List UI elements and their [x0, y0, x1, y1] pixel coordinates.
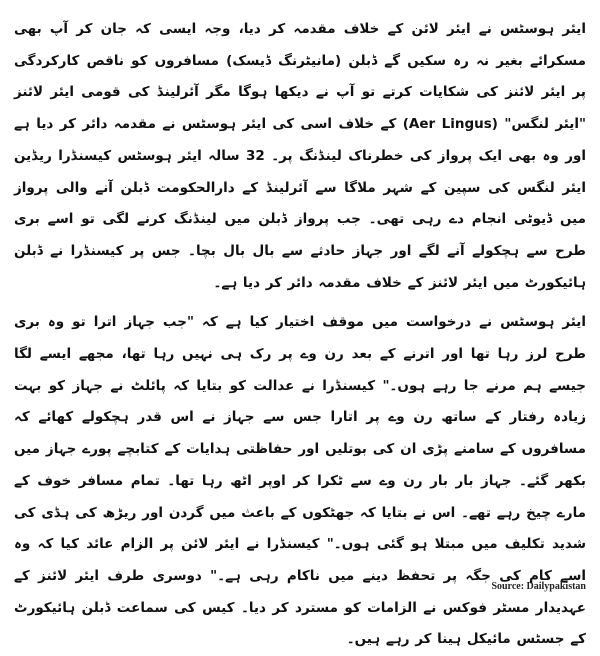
- article-paragraph-2: ایئر ہوسٹس نے درخواست میں موقف اختیار کیا ہے کہ "جب جہاز اترا تو وہ بری طرح لرز رہا تھا اور اترنے کے بعد رن وے پر رک ہی نہیں رہا تھا، مجھے ایسے لگا جیسے ہم مرنے جا رہے ہوں۔" کیسنڈرا نے عدالت کو بتایا کہ پائلٹ نے جہاز کو بہت زیادہ رفتار کے ساتھ رن وے پر اتارا جس سے جہاز نے اس قدر ہچکولے کھائے کہ مسافروں کے سامنے پڑی ان کی بوتلیں اور حفاظتی ہدایات کے کتابچے پورے جہاز میں بکھر گئے۔ جہاز بار بار رن وے سے ٹکرا کر اوپر اٹھ رہا تھا۔ تمام مسافر خوف کے مارے چیخ رہے تھے۔ اس نے بتایا کہ جھٹکوں کے باعث میں گردن اور ریڑھ کی ہڈی کی شدید تکلیف میں مبتلا ہو گئی ہوں۔" کیسنڈرا نے ایئر لائن پر الزام عائد کیا کہ وہ اسے کام کی جگہ پر تحفظ دینے میں ناکام رہی ہے۔" دوسری طرف ایئر لائنز کے عہدیدار مسٹر فوکس نے الزامات کو مسترد کر دیا۔ کیس کی سماعت ڈبلن ہائیکورٹ کے جسٹس مائیکل ہینا کر رہے ہیں۔: [14, 314, 586, 648]
- article-paragraph-1: ایئر ہوسٹس نے ایئر لائن کے خلاف مقدمہ کر دیا، وجہ ایسی کہ جان کر آپ بھی مسکرائے بغیر نہ رہ سکیں گے ڈبلن (مانیٹرنگ ڈیسک) مسافروں کو ناقص کارکردگی پر ایئر لائنز کی شکایات کرتے تو آپ نے دیکھا ہوگا مگر آئرلینڈ کی قومی ایئر لائنز "ایئر لنگس" (Aer Lingus) کے خلاف اسی کی ایئر ہوسٹس نے مقدمہ دائر کر دیا ہے اور وہ بھی ایک پرواز کی خطرناک لینڈنگ پر۔ 32 سالہ ایئر ہوسٹس کیسنڈرا ریڈین ایئر لنگس کی سپین کے شہر ملاگا سے آئرلینڈ کے دارالحکومت ڈبلن آنے والی پرواز میں ڈیوٹی انجام دے رہی تھی۔ جب پرواز ڈبلن میں لینڈنگ کرنے لگی تو اسے بری طرح سے ہچکولے آنے لگے اور جہاز حادثے سے بال بال بچا۔ جس پر کیسنڈرا نے ڈبلن ہائیکورٹ میں ایئر لائنز کے خلاف مقدمہ دائر کر دیا ہے۔: [14, 21, 586, 291]
- source-credit: Source: Dailypakistan: [491, 581, 586, 592]
- article-body: [14, 14, 586, 656]
